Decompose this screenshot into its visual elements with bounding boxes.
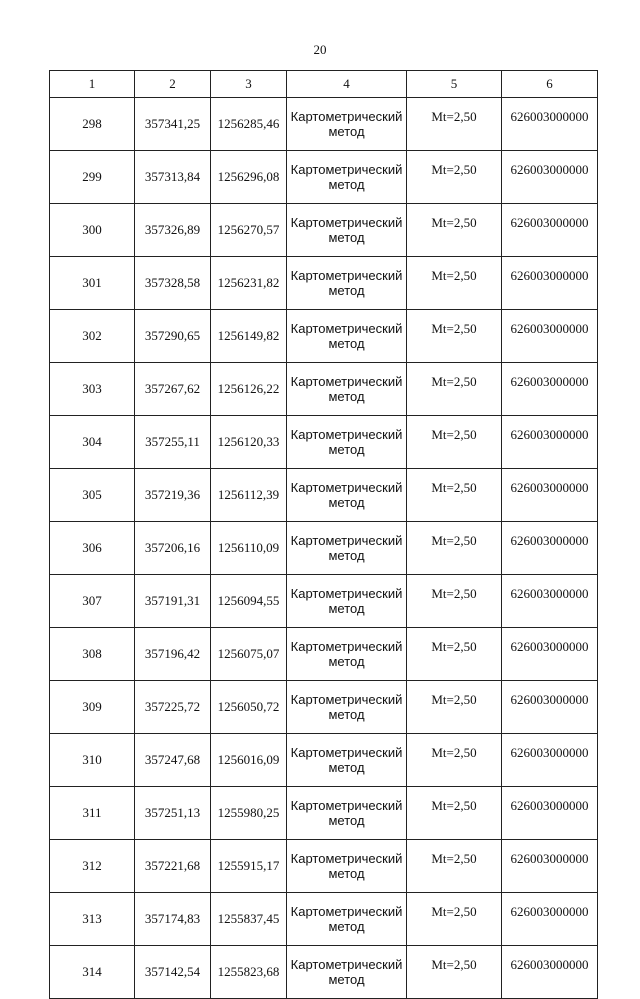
cell-accuracy: Mt=2,50 — [407, 522, 502, 575]
cell-accuracy: Mt=2,50 — [407, 204, 502, 257]
cell-code: 626003000000 — [502, 98, 598, 151]
table-row — [50, 469, 598, 522]
cell-x-coordinate: 357196,42 — [135, 628, 211, 681]
cell-method — [287, 257, 407, 310]
cell-code: 626003000000 — [502, 257, 598, 310]
cell-method — [287, 628, 407, 681]
cell-y-coordinate: 1256075,07 — [211, 628, 287, 681]
cell-code: 626003000000 — [502, 840, 598, 893]
cell-y-coordinate: 1255980,25 — [211, 787, 287, 840]
cell-code: 626003000000 — [502, 469, 598, 522]
cell-x-coordinate: 357326,89 — [135, 204, 211, 257]
cell-x-coordinate: 357142,54 — [135, 946, 211, 999]
column-header-2: 2 — [135, 71, 211, 98]
cell-y-coordinate: 1255915,17 — [211, 840, 287, 893]
cell-point-number: 304 — [50, 416, 135, 469]
cell-code: 626003000000 — [502, 310, 598, 363]
method-line-2: метод — [328, 230, 365, 245]
cell-accuracy: Mt=2,50 — [407, 681, 502, 734]
method-line-2: метод — [328, 654, 365, 669]
page-number: 20 — [313, 42, 327, 57]
cell-point-number: 298 — [50, 98, 135, 151]
cell-method — [287, 98, 407, 151]
cell-method — [287, 522, 407, 575]
method-line-1: Картометрический — [290, 109, 403, 124]
cell-x-coordinate: 357221,68 — [135, 840, 211, 893]
cell-method — [287, 893, 407, 946]
cell-y-coordinate: 1255823,68 — [211, 946, 287, 999]
cell-y-coordinate: 1256016,09 — [211, 734, 287, 787]
cell-point-number: 303 — [50, 363, 135, 416]
cell-method — [287, 787, 407, 840]
cell-code: 626003000000 — [502, 204, 598, 257]
method-line-1: Картометрический — [290, 533, 403, 548]
cell-x-coordinate: 357313,84 — [135, 151, 211, 204]
cell-x-coordinate: 357174,83 — [135, 893, 211, 946]
method-line-1: Картометрический — [290, 692, 403, 707]
column-header-6: 6 — [502, 71, 598, 98]
cell-method — [287, 840, 407, 893]
cell-y-coordinate: 1255837,45 — [211, 893, 287, 946]
cell-code: 626003000000 — [502, 681, 598, 734]
column-header-4: 4 — [287, 71, 407, 98]
cell-code: 626003000000 — [502, 416, 598, 469]
table-row — [50, 893, 598, 946]
method-line-2: метод — [328, 760, 365, 775]
cell-method — [287, 204, 407, 257]
cell-x-coordinate: 357267,62 — [135, 363, 211, 416]
method-line-1: Картометрический — [290, 427, 403, 442]
cell-accuracy: Mt=2,50 — [407, 787, 502, 840]
cell-method — [287, 151, 407, 204]
table-row — [50, 946, 598, 999]
cell-method — [287, 575, 407, 628]
method-line-1: Картометрический — [290, 374, 403, 389]
cell-point-number: 299 — [50, 151, 135, 204]
method-line-1: Картометрический — [290, 162, 403, 177]
cell-method — [287, 310, 407, 363]
cell-accuracy: Mt=2,50 — [407, 575, 502, 628]
table-header-row — [50, 71, 598, 98]
cell-y-coordinate: 1256270,57 — [211, 204, 287, 257]
cell-x-coordinate: 357341,25 — [135, 98, 211, 151]
cell-x-coordinate: 357290,65 — [135, 310, 211, 363]
method-line-2: метод — [328, 495, 365, 510]
cell-y-coordinate: 1256112,39 — [211, 469, 287, 522]
cell-x-coordinate: 357255,11 — [135, 416, 211, 469]
cell-point-number: 314 — [50, 946, 135, 999]
cell-y-coordinate: 1256094,55 — [211, 575, 287, 628]
column-header-3: 3 — [211, 71, 287, 98]
cell-x-coordinate: 357219,36 — [135, 469, 211, 522]
cell-x-coordinate: 357206,16 — [135, 522, 211, 575]
cell-y-coordinate: 1256296,08 — [211, 151, 287, 204]
cell-accuracy: Mt=2,50 — [407, 363, 502, 416]
cell-accuracy: Mt=2,50 — [407, 416, 502, 469]
cell-method — [287, 946, 407, 999]
table-row — [50, 151, 598, 204]
method-line-1: Картометрический — [290, 798, 403, 813]
coordinates-table — [49, 70, 598, 999]
cell-x-coordinate: 357251,13 — [135, 787, 211, 840]
cell-x-coordinate: 357225,72 — [135, 681, 211, 734]
cell-method — [287, 416, 407, 469]
cell-y-coordinate: 1256050,72 — [211, 681, 287, 734]
cell-code: 626003000000 — [502, 787, 598, 840]
column-header-5: 5 — [407, 71, 502, 98]
cell-y-coordinate: 1256120,33 — [211, 416, 287, 469]
method-line-2: метод — [328, 124, 365, 139]
method-line-1: Картометрический — [290, 268, 403, 283]
method-line-2: метод — [328, 389, 365, 404]
cell-method — [287, 363, 407, 416]
cell-code: 626003000000 — [502, 893, 598, 946]
table-row — [50, 628, 598, 681]
cell-y-coordinate: 1256110,09 — [211, 522, 287, 575]
method-line-2: метод — [328, 177, 365, 192]
method-line-1: Картометрический — [290, 480, 403, 495]
table-row — [50, 416, 598, 469]
cell-point-number: 312 — [50, 840, 135, 893]
cell-accuracy: Mt=2,50 — [407, 98, 502, 151]
method-line-2: метод — [328, 548, 365, 563]
cell-code: 626003000000 — [502, 628, 598, 681]
cell-code: 626003000000 — [502, 151, 598, 204]
cell-accuracy: Mt=2,50 — [407, 151, 502, 204]
cell-code: 626003000000 — [502, 363, 598, 416]
method-line-1: Картометрический — [290, 851, 403, 866]
cell-y-coordinate: 1256149,82 — [211, 310, 287, 363]
method-line-2: метод — [328, 601, 365, 616]
table-row — [50, 840, 598, 893]
method-line-2: метод — [328, 442, 365, 457]
cell-code: 626003000000 — [502, 734, 598, 787]
cell-point-number: 311 — [50, 787, 135, 840]
method-line-1: Картометрический — [290, 586, 403, 601]
cell-point-number: 313 — [50, 893, 135, 946]
cell-x-coordinate: 357191,31 — [135, 575, 211, 628]
cell-code: 626003000000 — [502, 575, 598, 628]
column-header-1: 1 — [50, 71, 135, 98]
cell-accuracy: Mt=2,50 — [407, 310, 502, 363]
cell-code: 626003000000 — [502, 522, 598, 575]
cell-y-coordinate: 1256285,46 — [211, 98, 287, 151]
table-row — [50, 363, 598, 416]
cell-y-coordinate: 1256126,22 — [211, 363, 287, 416]
method-line-2: метод — [328, 919, 365, 934]
table-row — [50, 575, 598, 628]
cell-accuracy: Mt=2,50 — [407, 628, 502, 681]
cell-code: 626003000000 — [502, 946, 598, 999]
table-row — [50, 204, 598, 257]
table-row — [50, 787, 598, 840]
table-row — [50, 257, 598, 310]
cell-accuracy: Mt=2,50 — [407, 946, 502, 999]
method-line-1: Картометрический — [290, 745, 403, 760]
method-line-2: метод — [328, 283, 365, 298]
cell-accuracy: Mt=2,50 — [407, 734, 502, 787]
table-row — [50, 310, 598, 363]
cell-accuracy: Mt=2,50 — [407, 469, 502, 522]
cell-accuracy: Mt=2,50 — [407, 893, 502, 946]
cell-point-number: 306 — [50, 522, 135, 575]
method-line-2: метод — [328, 972, 365, 987]
cell-point-number: 300 — [50, 204, 135, 257]
method-line-2: метод — [328, 866, 365, 881]
method-line-2: метод — [328, 707, 365, 722]
method-line-2: метод — [328, 813, 365, 828]
cell-x-coordinate: 357247,68 — [135, 734, 211, 787]
cell-point-number: 301 — [50, 257, 135, 310]
table-row — [50, 734, 598, 787]
table-row — [50, 98, 598, 151]
table-row — [50, 522, 598, 575]
cell-point-number: 310 — [50, 734, 135, 787]
method-line-1: Картометрический — [290, 639, 403, 654]
cell-accuracy: Mt=2,50 — [407, 840, 502, 893]
method-line-1: Картометрический — [290, 957, 403, 972]
method-line-1: Картометрический — [290, 215, 403, 230]
table-body — [50, 98, 598, 999]
cell-y-coordinate: 1256231,82 — [211, 257, 287, 310]
cell-x-coordinate: 357328,58 — [135, 257, 211, 310]
cell-point-number: 309 — [50, 681, 135, 734]
table-row — [50, 681, 598, 734]
cell-point-number: 302 — [50, 310, 135, 363]
cell-method — [287, 734, 407, 787]
method-line-1: Картометрический — [290, 321, 403, 336]
method-line-2: метод — [328, 336, 365, 351]
method-line-1: Картометрический — [290, 904, 403, 919]
cell-method — [287, 681, 407, 734]
cell-accuracy: Mt=2,50 — [407, 257, 502, 310]
cell-point-number: 305 — [50, 469, 135, 522]
cell-point-number: 307 — [50, 575, 135, 628]
cell-point-number: 308 — [50, 628, 135, 681]
cell-method — [287, 469, 407, 522]
